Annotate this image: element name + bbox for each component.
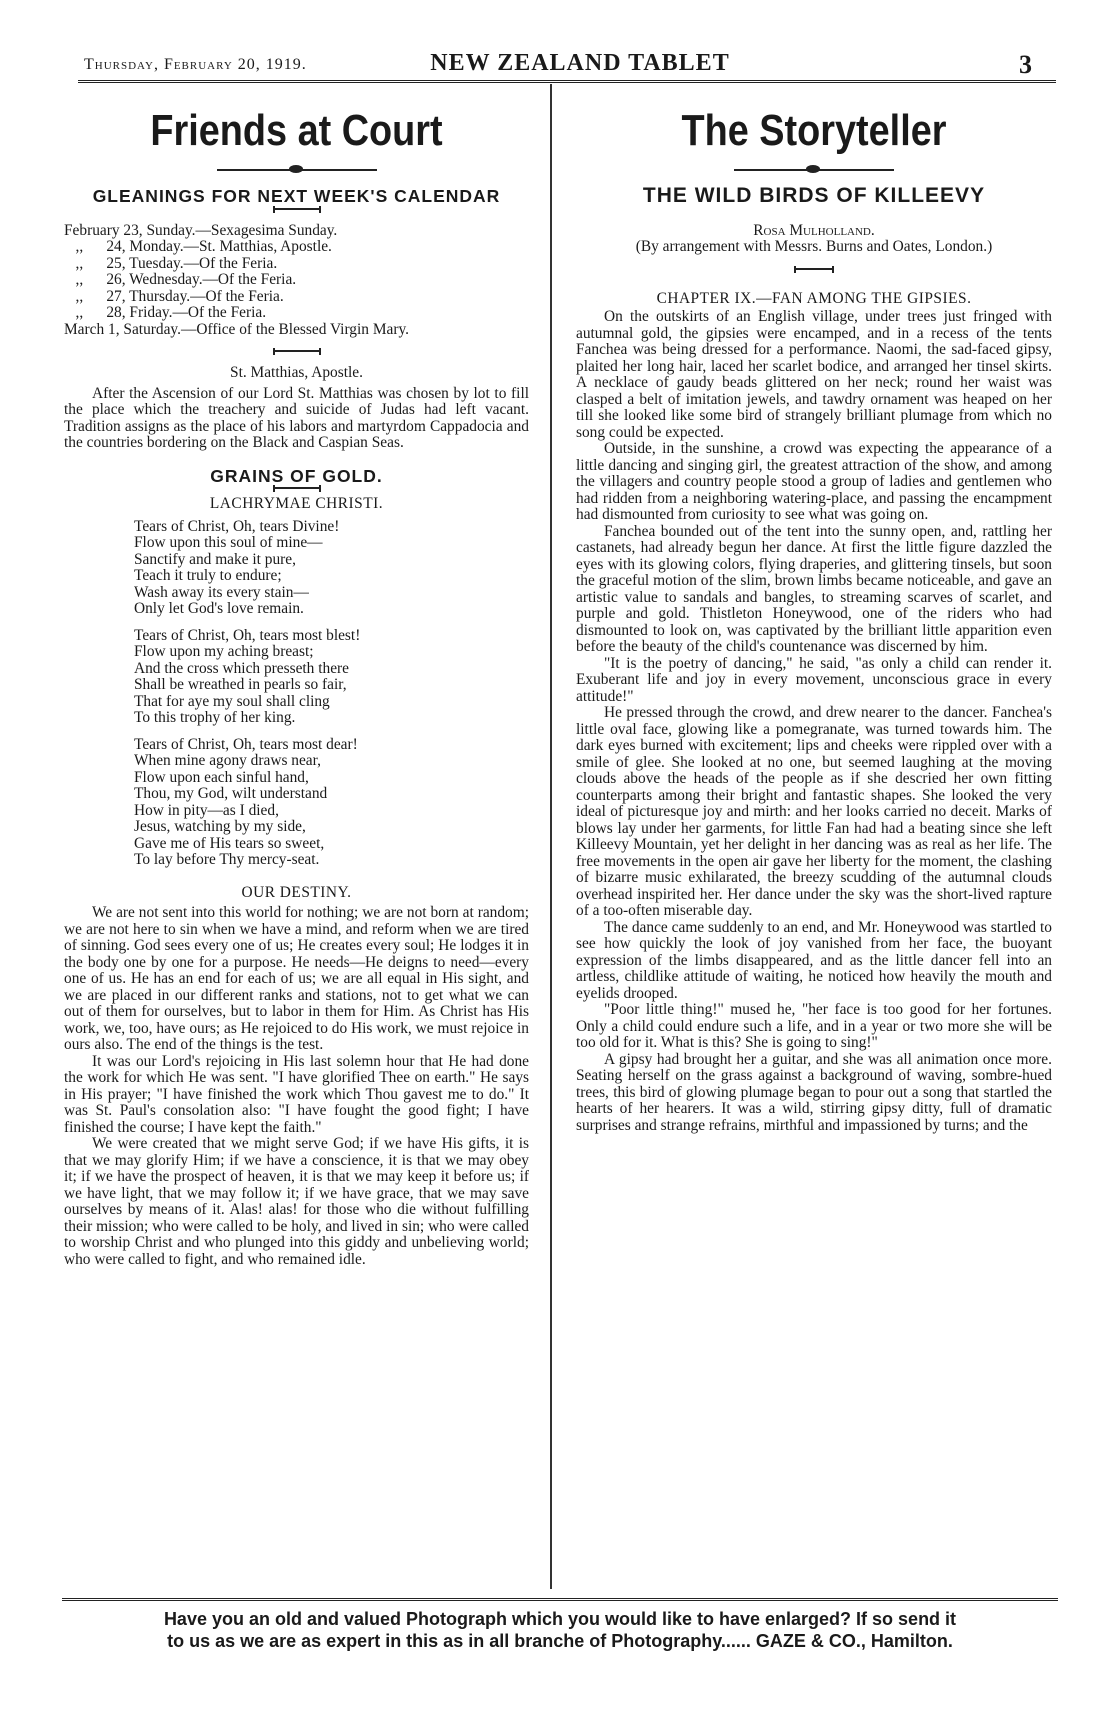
poem-line: Tears of Christ, Oh, tears most blest! (134, 626, 361, 644)
small-rule (273, 350, 321, 355)
ornament-rule (217, 164, 377, 176)
poem-line: Teach it truly to endure; (134, 567, 282, 584)
advertisement (70, 1608, 1050, 1652)
issue-date: Thursday, February 20, 1919. (84, 56, 307, 73)
destiny-paragraph: It was our Lord's rejoicing in His last solemn hour that He had done the work for which He was sent. "I have glorified Thee on earth." He says in His prayer; "I have finished the work which Thou gavest me to do." It was St. Paul's consolation also: "I have fought the good fight; I have finished the course; I have kept the faith." (64, 1052, 529, 1136)
poem-line: Jesus, watching by my side, (134, 818, 306, 835)
top-rule (78, 80, 1056, 83)
destiny-paragraph: We are not sent into this world for nothing; we are not born at random; we are not here to sin when we have a mind, and reform when we are tired of sinning. God sees every one of us; He creates every soul; He lodges it in the body one by one for a purpose. He needs—He deigns to need—every one of us. He has an end for each of us; we are all equal in His sight, and we are placed in our different ranks and stations, not to get what we can out of them for ourselves, but to labor in them for Him. As Christ has His work, we, too, have ours; as He rejoiced to do His work, we must rejoice in ours also. The end of the things is the test. (64, 904, 529, 1053)
story-paragraph: A gipsy had brought her a guitar, and she was all animation once more. Seating herself on the grass against a background of waving, sombre-hued trees, this bird of glowing plumage began to pour out a song that startled the hearts of her hearers. It was a wild, stirring gipsy ditty, full of dramatic surprises and strange refrains, mirthful and impassioned by turns; and the (576, 1050, 1052, 1134)
poem-line: Shall be wreathed in pearls so fair, (134, 676, 347, 693)
saint-title: St. Matthias, Apostle. (230, 364, 363, 381)
right-column (576, 88, 1052, 1134)
story-paragraph: Outside, in the sunshine, a crowd was expecting the appearance of a little dancing and singing girl, the greatest attraction of the show, and among the villagers and country people stood a group of ladies and gentlemen who had ridden from a neighboring watering-place, and passing the encampment had dismounted from curiosity to see what was going on. (576, 440, 1052, 523)
poem-line: Flow upon my aching breast; (134, 643, 314, 660)
left-column (64, 88, 529, 1268)
calendar-entry: ,, 27, Thursday.—Of the Feria. (64, 287, 284, 305)
ornament-rule (734, 164, 894, 176)
story-paragraph: "It is the poetry of dancing," he said, "as only a child can render it. Exuberant life and joy in every movement, unconscious grace in every attitude!" (576, 654, 1052, 705)
small-rule (794, 268, 834, 273)
story-paragraph: On the outskirts of an English village, under trees just fringed with autumnal gold, the gipsies were encamped, and in a recess of the tents Fanchea was being dressed for a performance. Naomi, the sad-faced gipsy, plaited her long hair, laced her scarlet bodice, and arranged her tinsel skirts. A necklace of gaudy beads glittered on her neck; round her waist was clasped a belt of imitation jewels, and tawdry ornament was heaped on her till she looked like some bird of strangely brilliant plumage from which no song could be expected. (576, 308, 1052, 441)
poem-stanza (134, 628, 529, 727)
poem-line: To lay before Thy mercy-seat. (134, 851, 320, 868)
calendar-entry: ,, 26, Wednesday.—Of the Feria. (64, 271, 297, 288)
poem-line: Gave me of His tears so sweet, (134, 834, 325, 852)
poem-line: Only let God's love remain. (134, 600, 304, 617)
story-title: THE WILD BIRDS OF KILLEEVY (642, 184, 986, 207)
ad-line: Have you an old and valued Photograph which you would like to have enlarged? If so send it (163, 1609, 957, 1629)
calendar-list (64, 223, 529, 339)
page-number: 3 (1019, 50, 1032, 79)
poem-line: Thou, my God, wilt understand (134, 785, 328, 802)
poem-line: Flow upon this soul of mine— (134, 534, 323, 551)
poem-line: Tears of Christ, Oh, tears Divine! (134, 517, 340, 535)
destiny-paragraph: We were created that we might serve God; if we have His gifts, it is that we may glorify Him; if we have a conscience, it is that we may obey it; if we have the prospect of heaven, it is that we may keep it before us; if we have light, that we may follow it; if we have grace, that we may save ourselves by means of it. Alas! alas! for those who die without fulfilling their mission; who were called to be holy, and lived in sin; who were called to worship Christ and who plunged into this giddy and unbelieving world; who were called to fight, and who remained idle. (64, 1135, 529, 1268)
poem-title: LACHRYMAE CHRISTI. (209, 495, 384, 512)
poem-line: When mine agony draws near, (134, 752, 321, 769)
story-paragraph: He pressed through the crowd, and drew nearer to the dancer. Fanchea's little oval face, glowing like a pomegranate, was turned towards him. The dark eyes burned with excitement; lips and cheeks were rippled over with a smile of glee. She looked at no one, but seemed laughing at the moving clouds above the heads of the people as if she descried her own fitting counterparts among their bright and fantastic shapes. She looked the very ideal of picturesque joy and mirth: and her looks carried no deceit. Marks of blows lay under her garments, for little Fan had had a beating since she left Killeevy Mountain, yet her delight in her dancing was as real as her life. The free movements in the open air gave her liberty for the moment, the clashing of bizarre music exhilarated, the breezy scudding of the autumnal clouds overhead inspirited her. Her dance under the sky was the short-lived rapture of a too-often miserable day. (576, 704, 1052, 919)
poem-stanza (134, 737, 529, 869)
poem-line: Tears of Christ, Oh, tears most dear! (134, 735, 358, 753)
small-rule (273, 487, 321, 492)
poem-line: Flow upon each sinful hand, (134, 768, 309, 786)
story-author: Rosa Mulholland. (753, 221, 875, 239)
poem-stanza (134, 519, 529, 618)
storyteller-heading: The Storyteller (681, 106, 947, 155)
masthead (70, 50, 1060, 78)
ad-line: to us as we are as expert in this as in all branche of Photography...... GAZE & CO., Hamilton. (167, 1631, 953, 1651)
destiny-title: OUR DESTINY. (241, 883, 352, 901)
publication-title: NEW ZEALAND TABLET (430, 50, 730, 76)
calendar-entry: ,, 24, Monday.—St. Matthias, Apostle. (64, 238, 332, 255)
bottom-rule (62, 1598, 1058, 1601)
poem-line: Sanctify and make it pure, (134, 550, 296, 568)
calendar-entry: ,, 28, Friday.—Of the Feria. (64, 304, 267, 321)
small-rule (273, 208, 321, 213)
poem-line: And the cross which presseth there (134, 659, 349, 677)
story-paragraph: "Poor little thing!" mused he, "her face is too good for her fortunes. Only a child could endure such a life, and in a year or two more she will be too old for it. What is this? She is going to sing!" (576, 1001, 1052, 1051)
column-divider (550, 84, 552, 1589)
story-paragraph: Fanchea bounded out of the tent into the sunny open, and, rattling her castanets, had already begun her dance. At first the little figure dazzled the eyes with its glowing colors, flying draperies, and glittering tinsels, but soon the graceful motion of the slim, brown limbs became noticeable, and gave an artistic value to sandals and bangles, to streaming scarves of scarlet, and purple and gold. Thistleton Honeywood, one of the riders who had dismounted to look on, was captivated by the brilliant little apparition even before the beauty of the child's countenance was discerned by him. (576, 522, 1052, 655)
calendar-entry: ,, 25, Tuesday.—Of the Feria. (64, 254, 278, 272)
poem-line: That for aye my soul shall cling (134, 692, 330, 710)
poem-line: How in pity—as I died, (134, 801, 279, 819)
calendar-entry: March 1, Saturday.—Office of the Blessed Virgin Mary. (64, 320, 410, 338)
calendar-subheading: GLEANINGS FOR NEXT WEEK'S CALENDAR (92, 186, 501, 206)
calendar-entry: February 23, Sunday.—Sexagesima Sunday. (64, 221, 338, 239)
story-paragraph: The dance came suddenly to an end, and Mr. Honeywood was startled to see how quickly the look of joy vanished from her face, the buoyant expression of the limbs disappeared, and as the little dancer fell into an artless, childlike attitude of waiting, he noticed how heavily the mouth and eyelids drooped. (576, 918, 1052, 1002)
chapter-heading: CHAPTER IX.—FAN AMONG THE GIPSIES. (656, 289, 972, 307)
arrangement-note: (By arrangement with Messrs. Burns and Oates, London.) (635, 238, 993, 255)
poem-line: Wash away its every stain— (134, 583, 309, 601)
grains-of-gold-heading: GRAINS OF GOLD. (210, 465, 383, 486)
saint-paragraph: After the Ascension of our Lord St. Matthias was chosen by lot to fill the place which the treachery and suicide of Judas had left vacant. Tradition assigns as the place of his labors and martyrdom Cappadocia and the countries bordering on the Black and Caspian Seas. (64, 384, 529, 451)
poem-line: To this trophy of her king. (134, 709, 296, 726)
friends-at-court-heading: Friends at Court (150, 106, 443, 155)
